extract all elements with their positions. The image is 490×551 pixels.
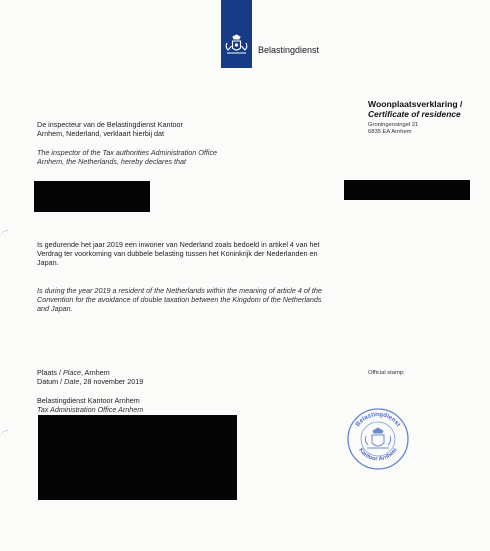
date-label-english: Date xyxy=(64,377,80,386)
redacted-signature-block xyxy=(38,415,237,500)
document-subtitle: Certificate of residence xyxy=(368,109,461,119)
date-value: , 28 november 2019 xyxy=(79,377,144,386)
statement-dutch-line: Is gedurende het jaar 2019 een inwoner van Nederland zoals bedoeld in artikel 4 van het xyxy=(37,240,320,249)
statement-dutch xyxy=(37,240,320,267)
redacted-reference-block xyxy=(344,180,470,200)
statement-dutch-line: Japan. xyxy=(37,258,59,267)
document-title: Woonplaatsverklaring / xyxy=(368,99,463,109)
intro-english-line: The inspector of the Tax authorities Administration Office xyxy=(37,148,218,157)
intro-dutch-line: Arnhem, Nederland, verklaart hierbij dat xyxy=(37,129,165,138)
statement-english-line: Is during the year 2019 a resident of the Netherlands within the meaning of article 4 of the xyxy=(37,286,322,295)
place-label-english: Place xyxy=(62,368,81,377)
fold-mark xyxy=(0,230,8,239)
stamp-crest-icon xyxy=(365,428,390,448)
stamp-top-text: Belastingdienst xyxy=(354,410,402,428)
date-line xyxy=(37,377,143,386)
svg-text:Kantoor Arnhem xyxy=(357,447,398,462)
intro-english-line: Arnhem, the Netherlands, hereby declares that xyxy=(37,157,187,166)
place-line xyxy=(37,368,110,377)
statement-english-line: Convention for the avoidance of double taxation between the Kingdom of the Netherlands xyxy=(37,295,322,304)
official-stamp xyxy=(346,407,410,476)
office-address-street: Groningensingel 21 xyxy=(368,122,419,128)
intro-dutch xyxy=(37,120,183,138)
fold-mark xyxy=(0,430,8,439)
logo-bar xyxy=(221,0,252,68)
place-value: , Arnhem xyxy=(80,368,110,377)
official-stamp-label: Official stamp: xyxy=(368,370,405,376)
statement-english-line: and Japan. xyxy=(37,304,73,313)
office-address-city: 6835 EA Arnhem xyxy=(368,129,412,135)
intro-dutch-line: De inspecteur van de Belastingdienst Kantoor xyxy=(37,120,183,129)
place-prefix: Plaats / xyxy=(37,368,63,377)
brand-name: Belastingdienst xyxy=(258,45,320,55)
redacted-name-block xyxy=(34,181,150,212)
coat-of-arms-icon xyxy=(224,34,249,60)
stamp-bottom-text: Kantoor Arnhem xyxy=(357,447,399,463)
office-name-english: Tax Administration Office Arnhem xyxy=(37,405,144,414)
date-prefix: Datum / xyxy=(37,377,65,386)
intro-english xyxy=(37,148,217,166)
statement-dutch-line: Verdrag ter voorkoming van dubbele belasting tussen het Koninkrijk der Nederlanden en xyxy=(37,249,318,258)
office-name-dutch: Belastingdienst Kantoor Arnhem xyxy=(37,396,140,405)
statement-english xyxy=(37,286,322,313)
